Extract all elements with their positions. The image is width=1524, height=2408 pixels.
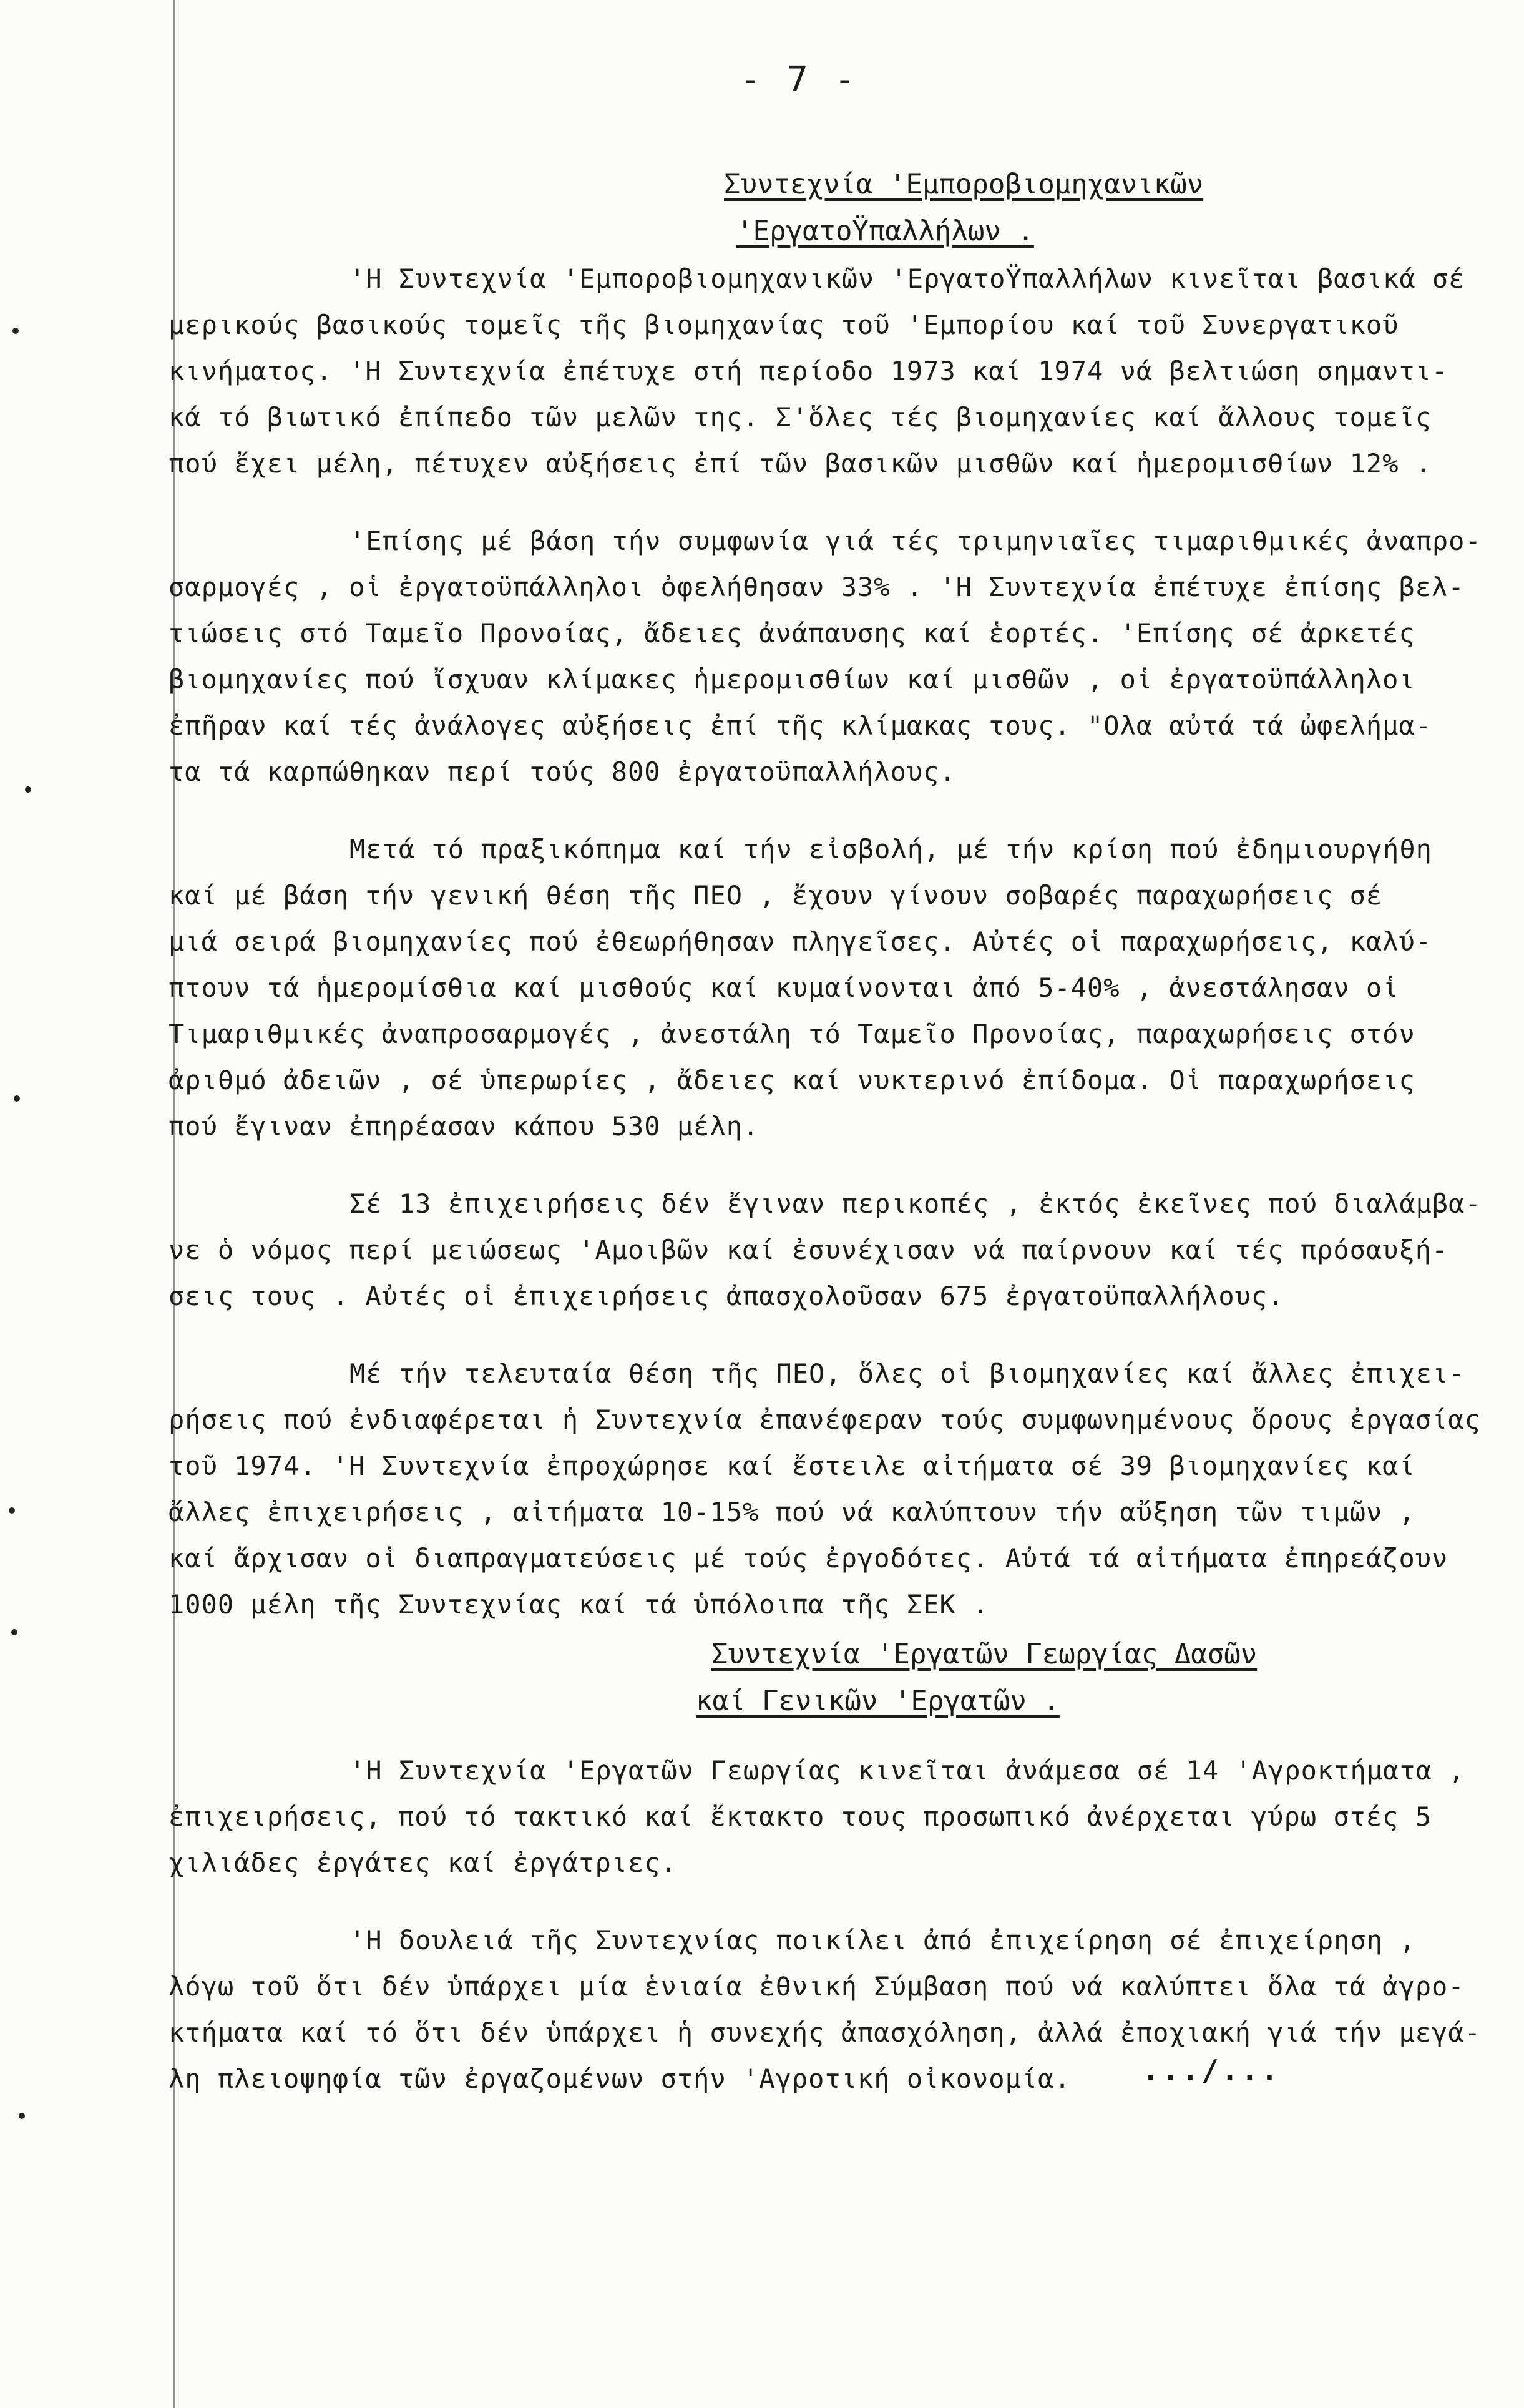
text-line: τοῦ 1974. 'Η Συντεχνία ἐπροχώρησε καί ἔστειλε αἰτήματα σέ 39 βιομηχανίες καί (169, 1451, 1415, 1481)
text-line: μιά σειρά βιομηχανίες πού ἐθεωρήθησαν πληγεῖσες. Αὐτές οἱ παραχωρήσεις, καλύ- (169, 926, 1432, 957)
text-line: ἐπιχειρήσεις, πού τό τακτικό καί ἔκτακτο τους προσωπικό ἀνέρχεται γύρω στές 5 (169, 1801, 1432, 1832)
text-line: κινήματος. 'Η Συντεχνία ἐπέτυχε στή περίοδο 1973 καί 1974 νά βελτιώση σημαντι- (169, 356, 1448, 386)
text-line: 'Η δουλειά τῆς Συντεχνίας ποικίλει ἀπό ἐπιχείρηση σέ ἐπιχείρηση , (349, 1925, 1416, 1955)
text-line: μερικούς βασικούς τομεῖς τῆς βιομηχανίας τοῦ 'Εμπορίου καί τοῦ Συνεργατικοῦ (169, 310, 1399, 340)
scan-speck (11, 1629, 17, 1635)
section-heading-line1: Συντεχνία 'Εργατῶν Γεωργίας Δασῶν (711, 1638, 1258, 1670)
scan-speck (12, 328, 19, 334)
section-heading-line2: καί Γενικῶν 'Εργατῶν . (696, 1685, 1060, 1717)
text-line: χιλιάδες ἐργάτες καί ἐργάτριες. (169, 1848, 677, 1878)
scan-speck (9, 1507, 15, 1514)
text-line: κά τό βιωτικό ἐπίπεδο τῶν μελῶν της. Σ'ὅλες τές βιομηχανίες καί ἄλλους τομεῖς (169, 402, 1432, 433)
text-line: 'Η Συντεχνία 'Εργατῶν Γεωργίας κινεῖται ἀνάμεσα σέ 14 'Αγροκτήματα , (349, 1755, 1465, 1786)
text-line: ρήσεις πού ἐνδιαφέρεται ἡ Συντεχνία ἐπανέφεραν τούς συμφωνημένους ὅρους ἐργασίας (169, 1404, 1481, 1435)
text-line: 'Επίσης μέ βάση τήν συμφωνία γιά τές τριμηνιαῖες τιμαριθμικές ἀναπρο- (349, 526, 1482, 556)
scan-speck (14, 1095, 20, 1102)
text-line: ἐπῆραν καί τές ἀνάλογες αὐξήσεις ἐπί τῆς κλίμακας τους. "Ολα αὐτά τά ὠφελήμα- (169, 710, 1432, 741)
section-heading-line1: Συντεχνία 'Εμποροβιομηχανικῶν (724, 169, 1204, 200)
text-line: 1000 μέλη τῆς Συντεχνίας καί τά ὑπόλοιπα τῆς ΣΕΚ . (169, 1589, 989, 1620)
page-number: - 7 - (740, 59, 858, 100)
continuation-mark: .../... (1142, 2053, 1281, 2087)
section-heading-line2: 'ΕργατοΫπαλλήλων . (736, 215, 1034, 247)
scan-speck (19, 2113, 25, 2119)
text-line: τιώσεις στό Ταμεῖο Προνοίας, ἄδειες ἀνάπαυσης καί ἑορτές. 'Επίσης σέ ἀρκετές (169, 618, 1415, 648)
text-line: ἄλλες ἐπιχειρήσεις , αἰτήματα 10-15% πού νά καλύπτουν τήν αὔξηση τῶν τιμῶν , (169, 1497, 1415, 1527)
text-line: βιομηχανίες πού ἴσχυαν κλίμακες ἡμερομισθίων καί μισθῶν , οἱ ἐργατοϋπάλληλοι (169, 664, 1415, 695)
text-line: ἀριθμό ἀδειῶν , σέ ὑπερωρίες , ἄδειες καί νυκτερινό ἐπίδομα. Οἱ παραχωρήσεις (169, 1065, 1415, 1095)
section-body (169, 1748, 1479, 2102)
text-line: 'Η Συντεχνία 'Εμποροβιομηχανικῶν 'ΕργατοΫπαλλήλων κινεῖται βασικά σέ (349, 263, 1465, 294)
section-body (169, 256, 1482, 1628)
text-line: λη πλειοψηφία τῶν ἐργαζομένων στήν 'Αγροτική οἰκονομία. (169, 2063, 1071, 2094)
text-line: Τιμαριθμικές ἀναπροσαρμογές , ἀνεστάλη τό Ταμεῖο Προνοίας, παραχωρήσεις στόν (169, 1019, 1415, 1049)
text-line: νε ὁ νόμος περί μειώσεως 'Αμοιβῶν καί ἐσυνέχισαν νά παίρνουν καί τές πρόσαυξή- (169, 1235, 1448, 1265)
text-line: τα τά καρπώθηκαν περί τούς 800 ἐργατοϋπαλλήλους. (169, 756, 956, 787)
text-line: πτουν τά ἡμερομίσθια καί μισθούς καί κυμαίνονται ἀπό 5-40% , ἀνεστάλησαν οἱ (169, 972, 1399, 1003)
text-line: Μετά τό πραξικόπημα καί τήν εἰσβολή, μέ τήν κρίση πού ἐδημιουργήθη (349, 834, 1432, 864)
text-line: σεις τους . Αὐτές οἱ ἐπιχειρήσεις ἀπασχολοῦσαν 675 ἐργατοϋπαλλήλους. (169, 1281, 1284, 1311)
text-line: πού ἔγιναν ἐπηρέασαν κάπου 530 μέλη. (169, 1111, 760, 1142)
text-line: λόγω τοῦ ὅτι δέν ὑπάρχει μία ἑνιαία ἐθνική Σύμβαση πού νά καλύπτει ὅλα τά ἀγρο- (169, 1971, 1465, 2002)
text-line: καί μέ βάση τήν γενική θέση τῆς ΠΕΟ , ἔχουν γίνουν σοβαρές παραχωρήσεις σέ (169, 880, 1383, 911)
scan-speck (25, 786, 31, 793)
text-line: καί ἄρχισαν οἱ διαπραγματεύσεις μέ τούς ἐργοδότες. Αὐτά τά αἰτήματα ἐπηρεάζουν (169, 1543, 1448, 1574)
text-line: σαρμογές , οἱ ἐργατοϋπάλληλοι ὀφελήθησαν 33% . 'Η Συντεχνία ἐπέτυχε ἐπίσης βελ- (169, 572, 1465, 602)
text-line: Μέ τήν τελευταία θέση τῆς ΠΕΟ, ὅλες οἱ βιομηχανίες καί ἄλλες ἐπιχει- (349, 1358, 1465, 1389)
text-line: Σέ 13 ἐπιχειρήσεις δέν ἔγιναν περικοπές , ἐκτός ἐκεῖνες πού διαλάμβα- (349, 1188, 1482, 1219)
text-line: πού ἔχει μέλη, πέτυχεν αὐξήσεις ἐπί τῶν βασικῶν μισθῶν καί ἡμερομισθίων 12% . (169, 448, 1432, 479)
text-line: κτήματα καί τό ὅτι δέν ὑπάρχει ἡ συνεχής ἀπασχόληση, ἀλλά ἐποχιακή γιά τήν μεγά- (169, 2017, 1481, 2048)
